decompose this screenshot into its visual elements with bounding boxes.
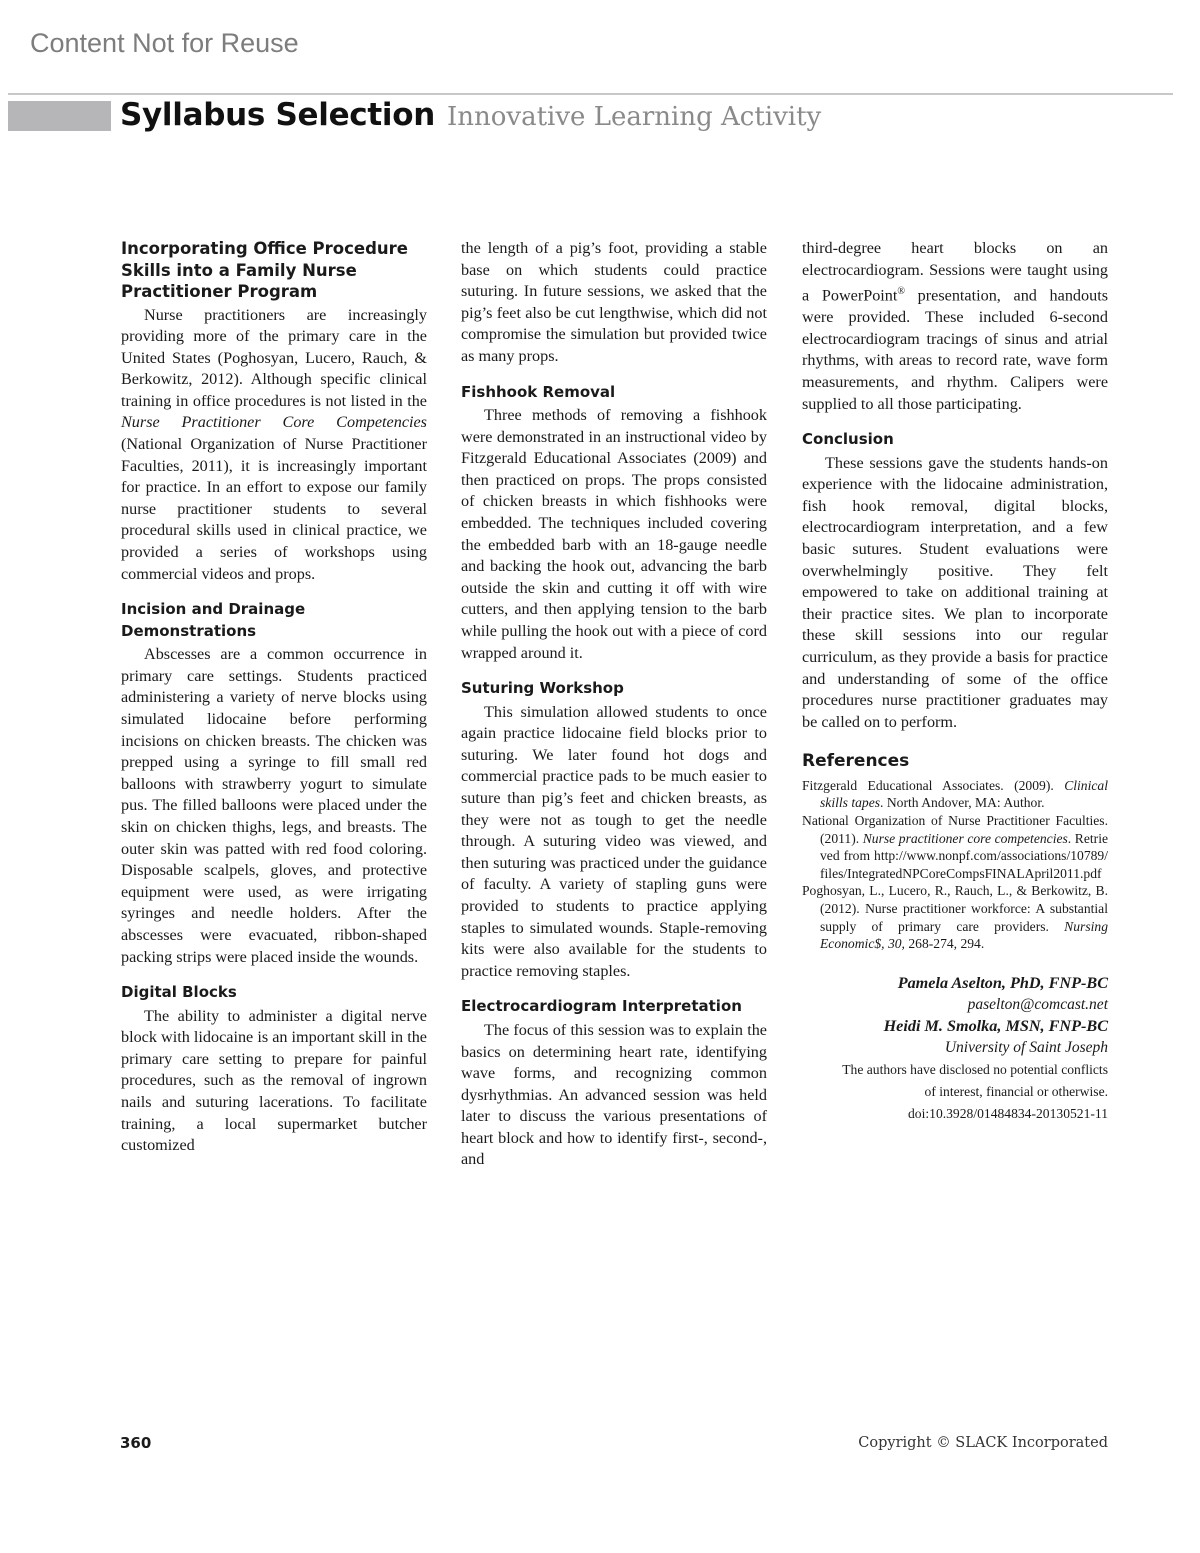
section-title: Syllabus Selection — [120, 97, 435, 133]
author-block — [802, 973, 1108, 1125]
ref-1-tail: . North Andover, MA: Author. — [880, 795, 1045, 811]
section-subtitle: Innovative Learning Activity — [447, 102, 822, 132]
column-1 — [121, 238, 427, 1157]
body-conclusion: These sessions gave the students hands-on experience with the lidocaine administration, fish hook removal, digital blocks, electrocardiogram interpretation, and a few basic sutures. Student evaluations were overwhelmingly positive. They felt empowered to take on additional training at their practice sites. We plan to incorporate these skill sessions into our regular curriculum, as they provide a basis for practice and understanding of some of the office procedures nurse practitioner graduates may be called on to perform. — [802, 453, 1108, 731]
copyright: Copyright © SLACK Incorporated — [858, 1435, 1108, 1451]
column-3 — [802, 238, 1108, 1125]
ref-2-tail: . Retrieved from http://www.nonpf.com/associations/10789/files/IntegratedNPCoreCompsFINALApril2011.pdf — [820, 830, 1108, 881]
intro-paragraph — [121, 305, 427, 586]
ref-2-italic: Nurse practitioner core competencies — [862, 830, 1068, 846]
watermark-text: Content Not for Reuse — [30, 28, 299, 58]
ecg-cont-b: presentation, and handouts were provided. These included 6-second electrocardiogram tracings of sinus and atrial rhythms, with areas to record rate, wave form measurements, and rhythm. Calipers were supplied to all those participating. — [802, 286, 1109, 413]
reference-item — [802, 812, 1108, 882]
author-1-name: Pamela Aselton, PhD, FNP-BC — [897, 973, 1108, 992]
reference-item — [802, 777, 1108, 812]
page-header — [120, 97, 821, 133]
ref-1-italic: Clinical skills tapes — [820, 777, 1108, 811]
body-ecg: The focus of this session was to explain the basics on determining heart rate, identifying wave forms, and recognizing common dysrhythmias. An advanced session was held later to discuss the various presentations of heart block and how to identify first-, second-, and — [461, 1020, 767, 1169]
reference-item — [802, 882, 1108, 952]
disclosure-line-1: The authors have disclosed no potential conflicts — [842, 1061, 1108, 1077]
header-rule — [8, 93, 1173, 95]
heading-conclusion: Conclusion — [802, 430, 894, 449]
body-fishhook: Three methods of removing a fishhook were demonstrated in an instructional video by Fitzgerald Educational Associates (2009) and then practiced on props. The props consisted of chicken breasts in which fishhooks were embedded. The techniques included covering the embedded barb with an 18-gauge needle and backing the hook out, advancing the barb outside the skin and cutting it off with wire cutters, and then applying tension to the barb while pulling the hook out with a piece of cord wrapped around it. — [461, 406, 767, 662]
ref-3-italic: Nursing Economic$, 30, — [820, 918, 1108, 952]
registered-mark: ® — [897, 286, 906, 298]
body-digital-blocks: The ability to administer a digital nerve block with lidocaine is an important skill in the primary care setting to prepare for painful procedures, such as the removal of ingrown nails and suturing lacerations. To facilitate training, a local supermarket butcher customized — [121, 1006, 427, 1155]
ecg-cont-a: third-degree heart blocks on an electrocardiogram. Sessions were taught using a PowerPoint — [802, 239, 1108, 305]
author-affiliation: University of Saint Joseph — [944, 1039, 1108, 1057]
body-ecg-continued — [802, 238, 1108, 415]
page-number: 360 — [120, 1434, 152, 1452]
ref-2-text: National Organization of Nurse Practitioner Faculties. (2011). — [802, 813, 1108, 846]
heading-references: References — [802, 751, 910, 772]
body-suturing: This simulation allowed students to once again practice lidocaine field blocks prior to suturing. We later found hot dogs and commercial practice pads to be much easier to suture than pig’s feet and chicken breasts, as they were not as tough to get the needle through. A suturing video was viewed, and then suturing was practiced under the guidance of faculty. A variety of stapling guns were provided to students to practice applying staples to simulated wounds. Staple-removing kits were also available for the students to practice removing staples. — [461, 702, 767, 980]
author-2-name: Heidi M. Smolka, MSN, FNP-BC — [883, 1016, 1108, 1035]
heading-ecg: Electrocardiogram Interpretation — [461, 997, 742, 1016]
disclosure-line-2: of interest, financial or otherwise. — [924, 1083, 1108, 1099]
article-title: Incorporating Office Procedure Skills into a Family Nurse Practitioner Program — [121, 239, 408, 301]
intro-text-a: Nurse practitioners are increasingly providing more of the primary care in the United States (Poghosyan, Lucero, Rauch, & Berkowitz, 2012). Although specific clinical training in office procedures is not listed in the — [121, 305, 427, 410]
body-digital-blocks-continued: the length of a pig’s foot, providing a stable base on which students could practice suturing. In future sessions, we asked that the pig’s feet also be cut lengthwise, which did not compromise the simulation but provided twice as many props. — [461, 239, 767, 365]
body-incision: Abscesses are a common occurrence in primary care settings. Students practiced administering a variety of nerve blocks using simulated lidocaine before performing incisions on chicken breasts. The chicken was prepped using a syringe to fill small red balloons with strawberry yogurt to simulate pus. The filled balloons were placed under the skin on chicken thighs, legs, and breasts. The outer skin was patted with red food coloring. Disposable scalpels, gloves, and protective equipment were used, as were irrigating syringes and needle holders. After the abscesses were evacuated, ribbon-shaped packing strips were placed inside the wounds. — [121, 645, 427, 966]
intro-text-b: (National Organization of Nurse Practitioner Faculties, 2011), it is increasingly important for practice. In an effort to expose our family nurse practitioner students to several procedural skills used in clinical practice, we provided a series of workshops using commercial videos and props. — [121, 435, 427, 583]
author-email: paselton@comcast.net — [967, 996, 1108, 1014]
heading-digital-blocks: Digital Blocks — [121, 983, 237, 1002]
heading-suturing: Suturing Workshop — [461, 679, 624, 698]
ref-1-text: Fitzgerald Educational Associates. (2009). — [802, 777, 1065, 793]
intro-italic: Nurse Practitioner Core Competencies — [121, 413, 427, 432]
column-2 — [461, 238, 767, 1171]
references-list — [802, 777, 1108, 953]
ref-3-text: Poghosyan, L., Lucero, R., Rauch, L., & Berkowitz, B. (2012). Nurse practitioner workforce: A substantial supply of primary care providers. — [802, 883, 1108, 934]
header-accent-bar — [8, 101, 111, 131]
heading-fishhook: Fishhook Removal — [461, 382, 616, 401]
ref-3-tail: 268-274, 294. — [904, 936, 985, 952]
heading-incision: Incision and Drainage Demonstrations — [121, 600, 306, 640]
doi: doi:10.3928/01484834-20130521-11 — [908, 1105, 1108, 1121]
